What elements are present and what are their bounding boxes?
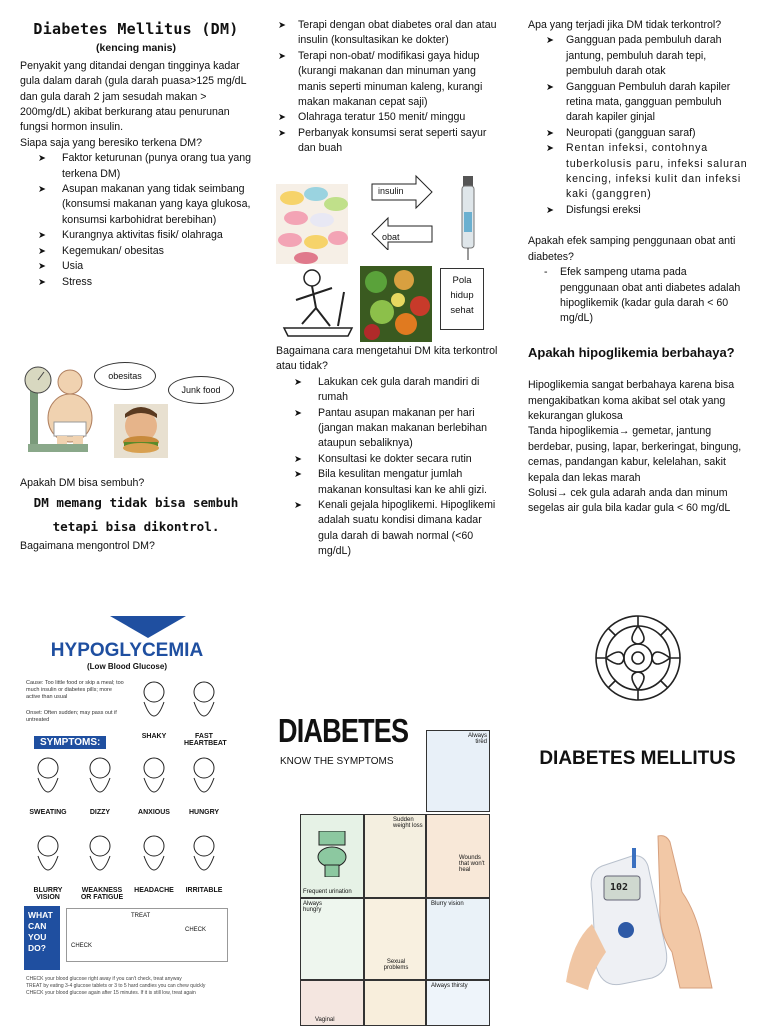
hypo-signs: Tanda hipoglikemia→ gemetar, jantung berdebar, pusing, lapar, berkeringat, bingung, cemas, pandangan kabur, kelelahan, sakit kepala dan lekas marah: [528, 425, 742, 484]
hypoglycemia-poster: [22, 612, 232, 1022]
diabetes-symptoms-poster: [276, 706, 490, 1024]
toilet-icon: [315, 831, 349, 877]
glucometer-photo: [562, 832, 716, 990]
callout-junk-food: Junk food: [168, 376, 234, 404]
cure-answer-line2: tetapi bisa dikontrol.: [52, 519, 220, 535]
risk-list: [20, 151, 252, 290]
panel-weight-loss: [364, 814, 426, 898]
column-left: [20, 20, 252, 290]
list-item: ➤ Pantau asupan makanan per hari (jangan makan makanan berlebihan ataupun sebaliknya): [276, 406, 498, 452]
check-label: CHECK: [71, 943, 93, 949]
risk-question: Siapa saja yang beresiko terkena DM?: [20, 136, 202, 149]
list-item: ➤ Kegemukan/ obesitas: [20, 244, 252, 259]
symptom-grid: [22, 678, 232, 928]
arrow-down-icon: [110, 616, 186, 638]
panel-label: Frequent urination: [303, 889, 352, 895]
side-effect-list: [528, 265, 748, 327]
list-item: ➤ Gangguan Pembuluh darah kapiler retina mata, gangguan pembuluh darah kapiler ginjal: [544, 80, 748, 126]
complication-question: Apa yang terjadi jika DM tidak terkontrol?: [528, 19, 722, 31]
list-item: ➤ Terapi non-obat/ modifikasi gaya hidup (kurangi makanan dan minuman yang manis seperti minuman kaleng, kurangi makan makanan cepat saji): [276, 49, 498, 111]
control-question: Bagaimana mengontrol DM?: [20, 540, 155, 553]
panel-blurry: [426, 898, 490, 980]
panel-label: Always hungry: [303, 901, 323, 913]
panel-urination: [300, 814, 364, 898]
poster-onset: Onset: Often sudden; may pass out if untreated: [26, 710, 117, 723]
figure-icon: [28, 832, 68, 882]
monitoring-question: Bagaimana cara mengetahui DM kita terkontrol atau tidak?: [276, 345, 498, 373]
what-can-you-do-label: WHAT CAN YOU DO?: [24, 906, 60, 970]
pills-photo: [276, 184, 348, 264]
symptom-headache: HEADACHE: [134, 832, 174, 894]
poster-title: DIABETES: [278, 712, 409, 749]
list-item: ➤ Neuropati (gangguan saraf): [544, 126, 748, 141]
list-item: ➤ Olahraga teratur 150 menit/ minggu: [276, 110, 498, 125]
figure-icon: [80, 754, 120, 804]
symptom-fast-heartbeat: FAST HEARTBEAT: [184, 678, 224, 747]
list-item: ➤ Stress: [20, 275, 252, 290]
callout-obesitas: obesitas: [94, 362, 156, 390]
list-item: ➤ Gangguan pada pembuluh darah jantung, pembuluh darah tepi, pembuluh darah otak: [544, 33, 748, 79]
hypo-paragraph: Hipoglikemia sangat berbahaya karena bisa mengakibatkan koma akibat sel otak yang kekurangan glukosa: [528, 379, 735, 422]
panel-hand: [364, 980, 426, 1026]
footer-line: CHECK your blood glucose right away if you can't check, treat anyway: [26, 976, 182, 982]
list-item: ➤ Lakukan cek gula darah mandiri di rumah: [276, 375, 498, 406]
pola-line: hidup: [450, 290, 474, 301]
figure-icon: [184, 678, 224, 728]
footer-line: TREAT by eating 3-4 glucose tablets or 3 to 5 hard candies you can chew quickly: [26, 983, 206, 989]
figure-icon: [134, 678, 174, 728]
panel-sexual: [364, 898, 426, 980]
panel-label: Blurry vision: [431, 901, 464, 907]
monitoring-list: [276, 375, 498, 560]
list-item: ➤ Disfungsi ereksi: [544, 203, 748, 218]
treat-label: TREAT: [131, 913, 151, 919]
list-item: ➤ Kenali gejala hipoglikemi. Hipoglikemi adalah suatu kondisi dimana kadar gula darah di bawah normal (<60 mg/dL): [276, 498, 498, 560]
arrow-label-obat: obat: [382, 232, 400, 242]
list-item: ➤ Kurangnya aktivitas fisik/ olahraga: [20, 228, 252, 243]
hypo-solution: Solusi→ cek gula adarah anda dan minum segelas air gula bila kadar gula < 60 mg/dL: [528, 486, 731, 515]
symptom-anxious: ANXIOUS: [134, 754, 174, 816]
cure-answer-line1: DM memang tidak bisa sembuh: [33, 495, 239, 511]
action-strip: [66, 908, 228, 962]
vegetables-photo: [360, 266, 432, 342]
panel-label: Wounds that won't heal: [459, 855, 485, 873]
check-label: CHECK: [185, 927, 207, 933]
list-item: ➤ Faktor keturunan (punya orang tua yang terkena DM): [20, 151, 252, 182]
symptom-hungry: HUNGRY: [184, 754, 224, 816]
figure-icon: [184, 754, 224, 804]
control-list: [276, 18, 498, 157]
panel-label: Sexual problems: [383, 959, 409, 971]
symptom-sweating: SWEATING: [28, 754, 68, 816]
list-item: ➤ Usia: [20, 259, 252, 274]
symptom-shaky: SHAKY: [134, 678, 174, 740]
symptom-irritable: IRRITABLE: [184, 832, 224, 894]
poster-subtitle: (Low Blood Glucose): [87, 662, 167, 671]
column-right: [528, 18, 748, 517]
panel-vaginal: [300, 980, 364, 1026]
poster-footer: [26, 976, 230, 997]
figure-icon: [80, 832, 120, 882]
list-item: ➤ Konsultasi ke dokter secara rutin: [276, 452, 498, 467]
symptoms-label: SYMPTOMS:: [34, 736, 106, 749]
figure-icon: [134, 832, 174, 882]
cure-question: Apakah DM bisa sembuh?: [20, 477, 145, 489]
panel-label: Sudden weight loss: [393, 817, 423, 829]
obese-man-illustration: [24, 356, 104, 456]
insulin-pen-icon: [454, 172, 482, 262]
university-seal-logo: [592, 612, 684, 704]
panel-label: Always thirsty: [431, 983, 468, 989]
cover-title: DIABETES MELLITUS: [539, 748, 736, 769]
panel-tired: [426, 730, 490, 812]
list-item: ➤ Perbanyak konsumsi serat seperti sayur dan buah: [276, 126, 498, 157]
footer-line: CHECK your blood glucose again after 15 minutes. If it is still low, treat again: [26, 990, 196, 996]
pola-line: sehat: [450, 305, 474, 316]
figure-icon: [184, 832, 224, 882]
arrow-label-insulin: insulin: [378, 186, 404, 196]
cure-section: [20, 476, 252, 555]
poster-subtitle: KNOW THE SYMPTOMS: [280, 756, 394, 767]
hypo-heading: Apakah hipoglikemia berbahaya?: [528, 344, 735, 360]
list-item: ➤ Asupan makanan yang tidak seimbang (konsumsi makanan yang kaya glukosa, konsumsi karbohidrat berebihan): [20, 182, 252, 228]
side-effect-question: Apakah efek samping penggunaan obat anti diabetes?: [528, 235, 736, 263]
column-middle: [276, 18, 498, 157]
pola-line: Pola: [452, 275, 472, 286]
meter-reading: 102: [610, 882, 629, 893]
list-item: ➤ Bila kesulitan mengatur jumlah makanan konsultasi kan ke ahli gizi.: [276, 467, 498, 498]
list-item: - Efek sampeng utama pada penggunaan obat anti diabetes adalah hipoglikemik (kadar gula darah < 60 mg/dL): [528, 265, 748, 327]
list-item: ➤ Terapi dengan obat diabetes oral dan atau insulin (konsultasikan ke dokter): [276, 18, 498, 49]
panel-label: Always tired: [467, 733, 487, 745]
complication-list: [544, 33, 748, 218]
panel-label: Vaginal: [315, 1017, 335, 1023]
symptom-blurry-vision: BLURRY VISION: [28, 832, 68, 901]
dm-definition: Penyakit yang ditandai dengan tingginya kadar gula dalam darah (gula darah puasa>125 mg/dL dan gula darah 2 jam sesudah makan > 200mg/dL) akibat berkurang atau penurunan fungsi hormon insulin.: [20, 59, 247, 134]
poster-cause: Cause: Too little food or skip a meal; too much insulin or diabetes pills; more active than usual: [26, 680, 124, 700]
symptom-dizzy: DIZZY: [80, 754, 120, 816]
list-item: ➤ Rentan infeksi, contohnya tuberkolusis paru, infeksi saluran kencing, infeksi kulit dan infeksi kaki (ganggren): [544, 141, 748, 203]
figure-icon: [134, 754, 174, 804]
panel-thirsty: [426, 980, 490, 1026]
treadmill-illustration: [278, 266, 358, 342]
figure-icon: [28, 754, 68, 804]
symptom-weakness: WEAKNESS OR FATIGUE: [80, 832, 124, 901]
panel-wounds: [426, 814, 490, 898]
panel-hungry: [300, 898, 364, 980]
monitoring-section: [276, 344, 498, 560]
poster-title: HYPOGLYCEMIA: [50, 640, 204, 661]
healthy-lifestyle-box: [440, 268, 484, 330]
junk-food-photo: [114, 404, 168, 458]
page-subtitle: (kencing manis): [96, 42, 176, 55]
page-title: Diabetes Mellitus (DM): [33, 20, 239, 38]
